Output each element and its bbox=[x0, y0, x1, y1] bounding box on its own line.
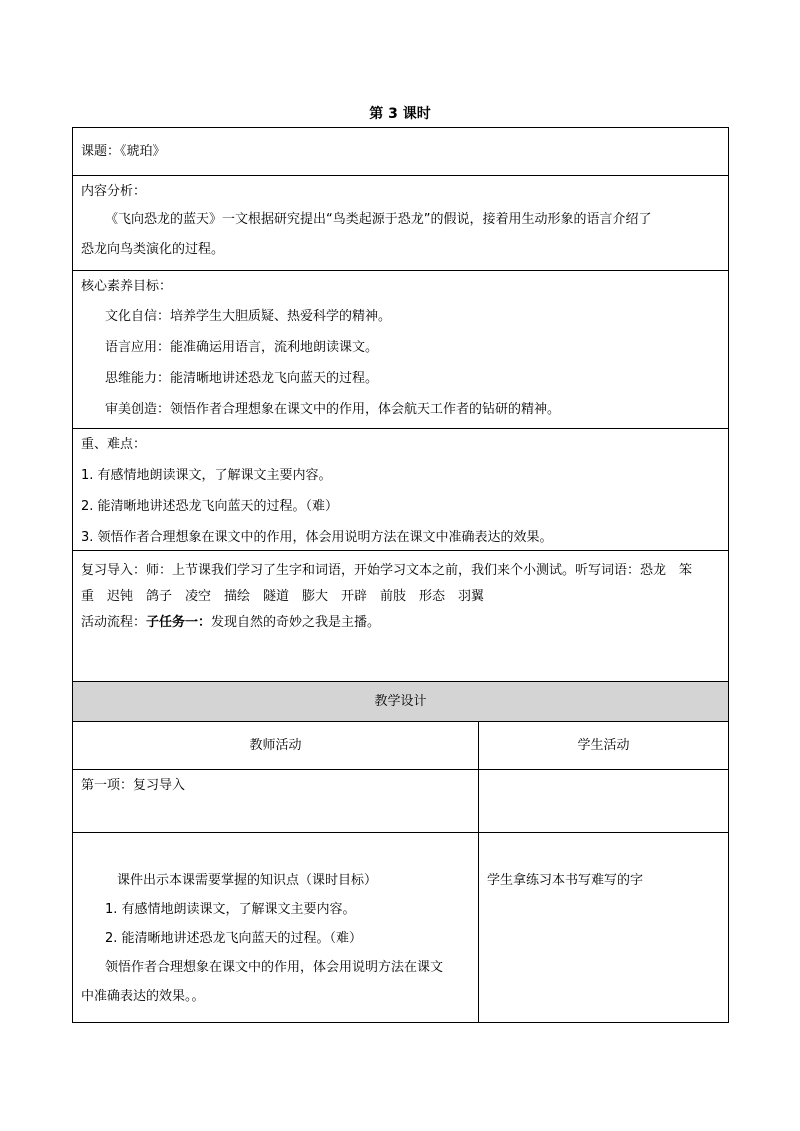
teacher-activity-cell bbox=[73, 833, 479, 1023]
review-cell bbox=[73, 551, 729, 682]
teacher-column-header: 教师活动 bbox=[73, 722, 479, 770]
review-line: 复习导入：师：上节课我们学习了生字和词语，开始学习文本之前，我们来个小测试。听写词语：恐龙 笨 bbox=[81, 563, 693, 578]
core-goal-item: 语言应用：能准确运用语言，流利地朗读课文。 bbox=[105, 340, 379, 355]
subtask-text: 发现自然的奇妙之我是主播。 bbox=[211, 615, 381, 630]
core-goal-item: 思维能力：能清晰地讲述恐龙飞向蓝天的过程。 bbox=[105, 371, 379, 386]
key-points-cell bbox=[73, 429, 729, 551]
page-title: 第 3 课时 bbox=[369, 106, 431, 122]
content-analysis-line: 《飞向恐龙的蓝天》一文根据研究提出“鸟类起源于恐龙”的假说，接着用生动形象的语言介绍了 bbox=[105, 212, 652, 227]
design-header: 教学设计 bbox=[73, 682, 729, 722]
teacher-activity-line: 课件出示本课需要掌握的知识点（课时目标） bbox=[117, 873, 378, 888]
step1-cell bbox=[73, 770, 479, 833]
step1-label: 第一项：复习导入 bbox=[81, 778, 186, 793]
key-point-item: 2. 能清晰地讲述恐龙飞向蓝天的过程。（难） bbox=[81, 499, 339, 514]
core-goal-item: 文化自信：培养学生大胆质疑、热爱科学的精神。 bbox=[105, 309, 392, 324]
content-analysis-line: 恐龙向鸟类演化的过程。 bbox=[81, 242, 225, 257]
step1-student-cell bbox=[479, 770, 729, 833]
review-line: 重 迟钝 鸽子 凌空 描绘 隧道 膨大 开辟 前肢 形态 羽翼 bbox=[81, 589, 485, 604]
content-analysis-heading: 内容分析： bbox=[81, 184, 147, 199]
topic: 课题：《琥珀》 bbox=[81, 143, 166, 159]
key-points-heading: 重、难点： bbox=[81, 437, 147, 452]
teacher-activity-line: 领悟作者合理想象在课文中的作用，体会用说明方法在课文 bbox=[105, 960, 444, 975]
teacher-activity-line: 中准确表达的效果。。 bbox=[81, 989, 205, 1004]
key-point-item: 1. 有感情地朗读课文，了解课文主要内容。 bbox=[81, 468, 332, 483]
activity-flow-label: 活动流程： bbox=[81, 615, 147, 630]
topic-cell bbox=[73, 128, 729, 176]
subtask-label: 子任务一： bbox=[146, 615, 212, 630]
lesson-plan-table bbox=[72, 127, 729, 1023]
teacher-activity-line: 2. 能清晰地讲述恐龙飞向蓝天的过程。（难） bbox=[105, 931, 363, 946]
student-activity-cell bbox=[479, 833, 729, 1023]
teacher-activity-line: 1. 有感情地朗读课文，了解课文主要内容。 bbox=[105, 902, 356, 917]
content-analysis-cell bbox=[73, 176, 729, 271]
key-point-item: 3. 领悟作者合理想象在课文中的作用，体会用说明方法在课文中准确表达的效果。 bbox=[81, 530, 553, 545]
student-activity-text: 学生拿练习本书写难写的字 bbox=[487, 873, 644, 888]
core-goals-cell bbox=[73, 271, 729, 429]
core-goals-heading: 核心素养目标： bbox=[81, 279, 173, 294]
student-column-header: 学生活动 bbox=[479, 722, 729, 770]
core-goal-item: 审美创造：领悟作者合理想象在课文中的作用，体会航天工作者的钻研的精神。 bbox=[105, 402, 561, 417]
activity-flow bbox=[81, 613, 720, 633]
